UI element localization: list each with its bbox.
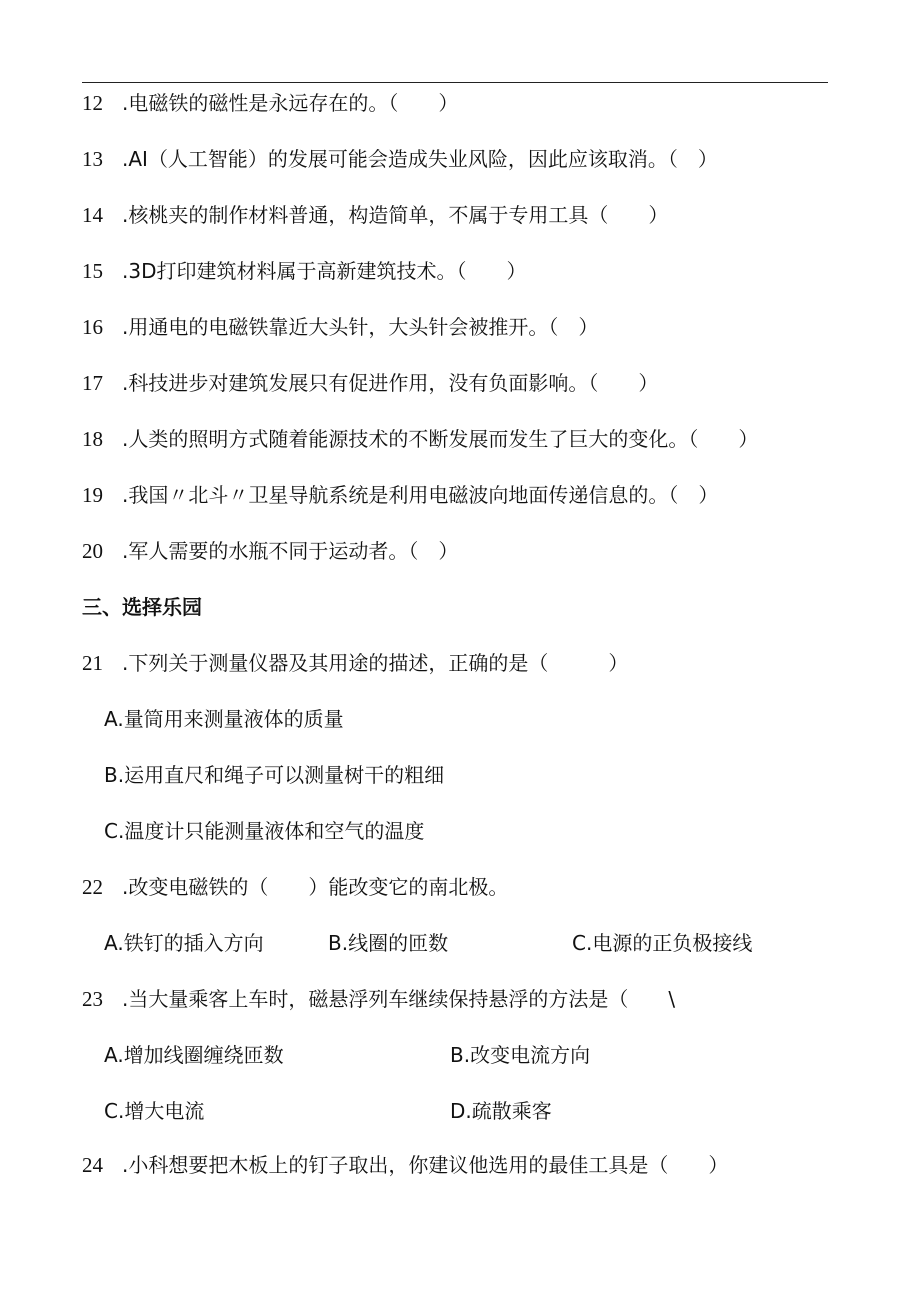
question-text: .3D打印建筑材料属于高新建筑技术。（ ） <box>122 259 527 283</box>
q22-option-c: C.电源的正负极接线 <box>572 931 753 955</box>
question-number: 16 <box>82 315 103 339</box>
question-text: .下列关于测量仪器及其用途的描述，正确的是（ ） <box>122 651 629 675</box>
question-text: .人类的照明方式随着能源技术的不断发展而发生了巨大的变化。（ ） <box>122 427 759 451</box>
question-text: .用通电的电磁铁靠近大头针，大头针会被推开。（ ） <box>122 315 599 339</box>
question-number: 23 <box>82 987 103 1011</box>
question-number: 17 <box>82 371 103 395</box>
question-15 <box>82 258 526 284</box>
question-text: .AI（人工智能）的发展可能会造成失业风险，因此应该取消。（ ） <box>122 147 718 171</box>
q22-option-b: B.线圈的匝数 <box>328 931 449 955</box>
question-number: 14 <box>82 203 103 227</box>
q21-option-c: C.温度计只能测量液体和空气的温度 <box>104 819 425 843</box>
question-text: .军人需要的水瓶不同于运动者。（ ） <box>122 539 459 563</box>
question-text: .我国〃北斗〃卫星导航系统是利用电磁波向地面传递信息的。（ ） <box>122 483 719 507</box>
question-24 <box>82 1152 728 1178</box>
question-21 <box>82 650 628 676</box>
question-number: 24 <box>82 1153 103 1177</box>
question-17 <box>82 370 658 396</box>
question-19 <box>82 482 718 508</box>
question-12 <box>82 90 458 116</box>
question-text: .科技进步对建筑发展只有促进作用，没有负面影响。（ ） <box>122 371 659 395</box>
q21-option-b: B.运用直尺和绳子可以测量树干的粗细 <box>104 763 445 787</box>
question-22 <box>82 874 508 900</box>
question-23 <box>82 986 675 1012</box>
top-rule <box>82 82 828 83</box>
question-16 <box>82 314 598 340</box>
q23-option-b: B.改变电流方向 <box>450 1043 591 1067</box>
question-text: .小科想要把木板上的钉子取出，你建议他选用的最佳工具是（ ） <box>122 1153 729 1177</box>
question-number: 21 <box>82 651 103 675</box>
q23-option-d: D.疏散乘客 <box>450 1099 552 1123</box>
question-18 <box>82 426 758 452</box>
question-number: 18 <box>82 427 103 451</box>
question-number: 12 <box>82 91 103 115</box>
question-text: .当大量乘客上车时，磁悬浮列车继续保持悬浮的方法是（ \ <box>122 987 676 1011</box>
q23-option-c: C.增大电流 <box>104 1099 205 1123</box>
section-heading: 三、选择乐园 <box>82 595 202 619</box>
question-text: .改变电磁铁的（ ）能改变它的南北极。 <box>122 875 509 899</box>
question-text: .电磁铁的磁性是永远存在的。（ ） <box>122 91 459 115</box>
q22-option-a: A.铁钉的插入方向 <box>104 931 264 955</box>
question-20 <box>82 538 458 564</box>
question-number: 19 <box>82 483 103 507</box>
q23-option-a: A.增加线圈缠绕匝数 <box>104 1043 284 1067</box>
question-number: 15 <box>82 259 103 283</box>
question-14 <box>82 202 668 228</box>
question-number: 22 <box>82 875 103 899</box>
question-number: 20 <box>82 539 103 563</box>
question-text: .核桃夹的制作材料普通，构造简单，不属于专用工具（ ） <box>122 203 669 227</box>
q21-option-a: A.量筒用来测量液体的质量 <box>104 707 344 731</box>
question-number: 13 <box>82 147 103 171</box>
question-13 <box>82 146 718 172</box>
